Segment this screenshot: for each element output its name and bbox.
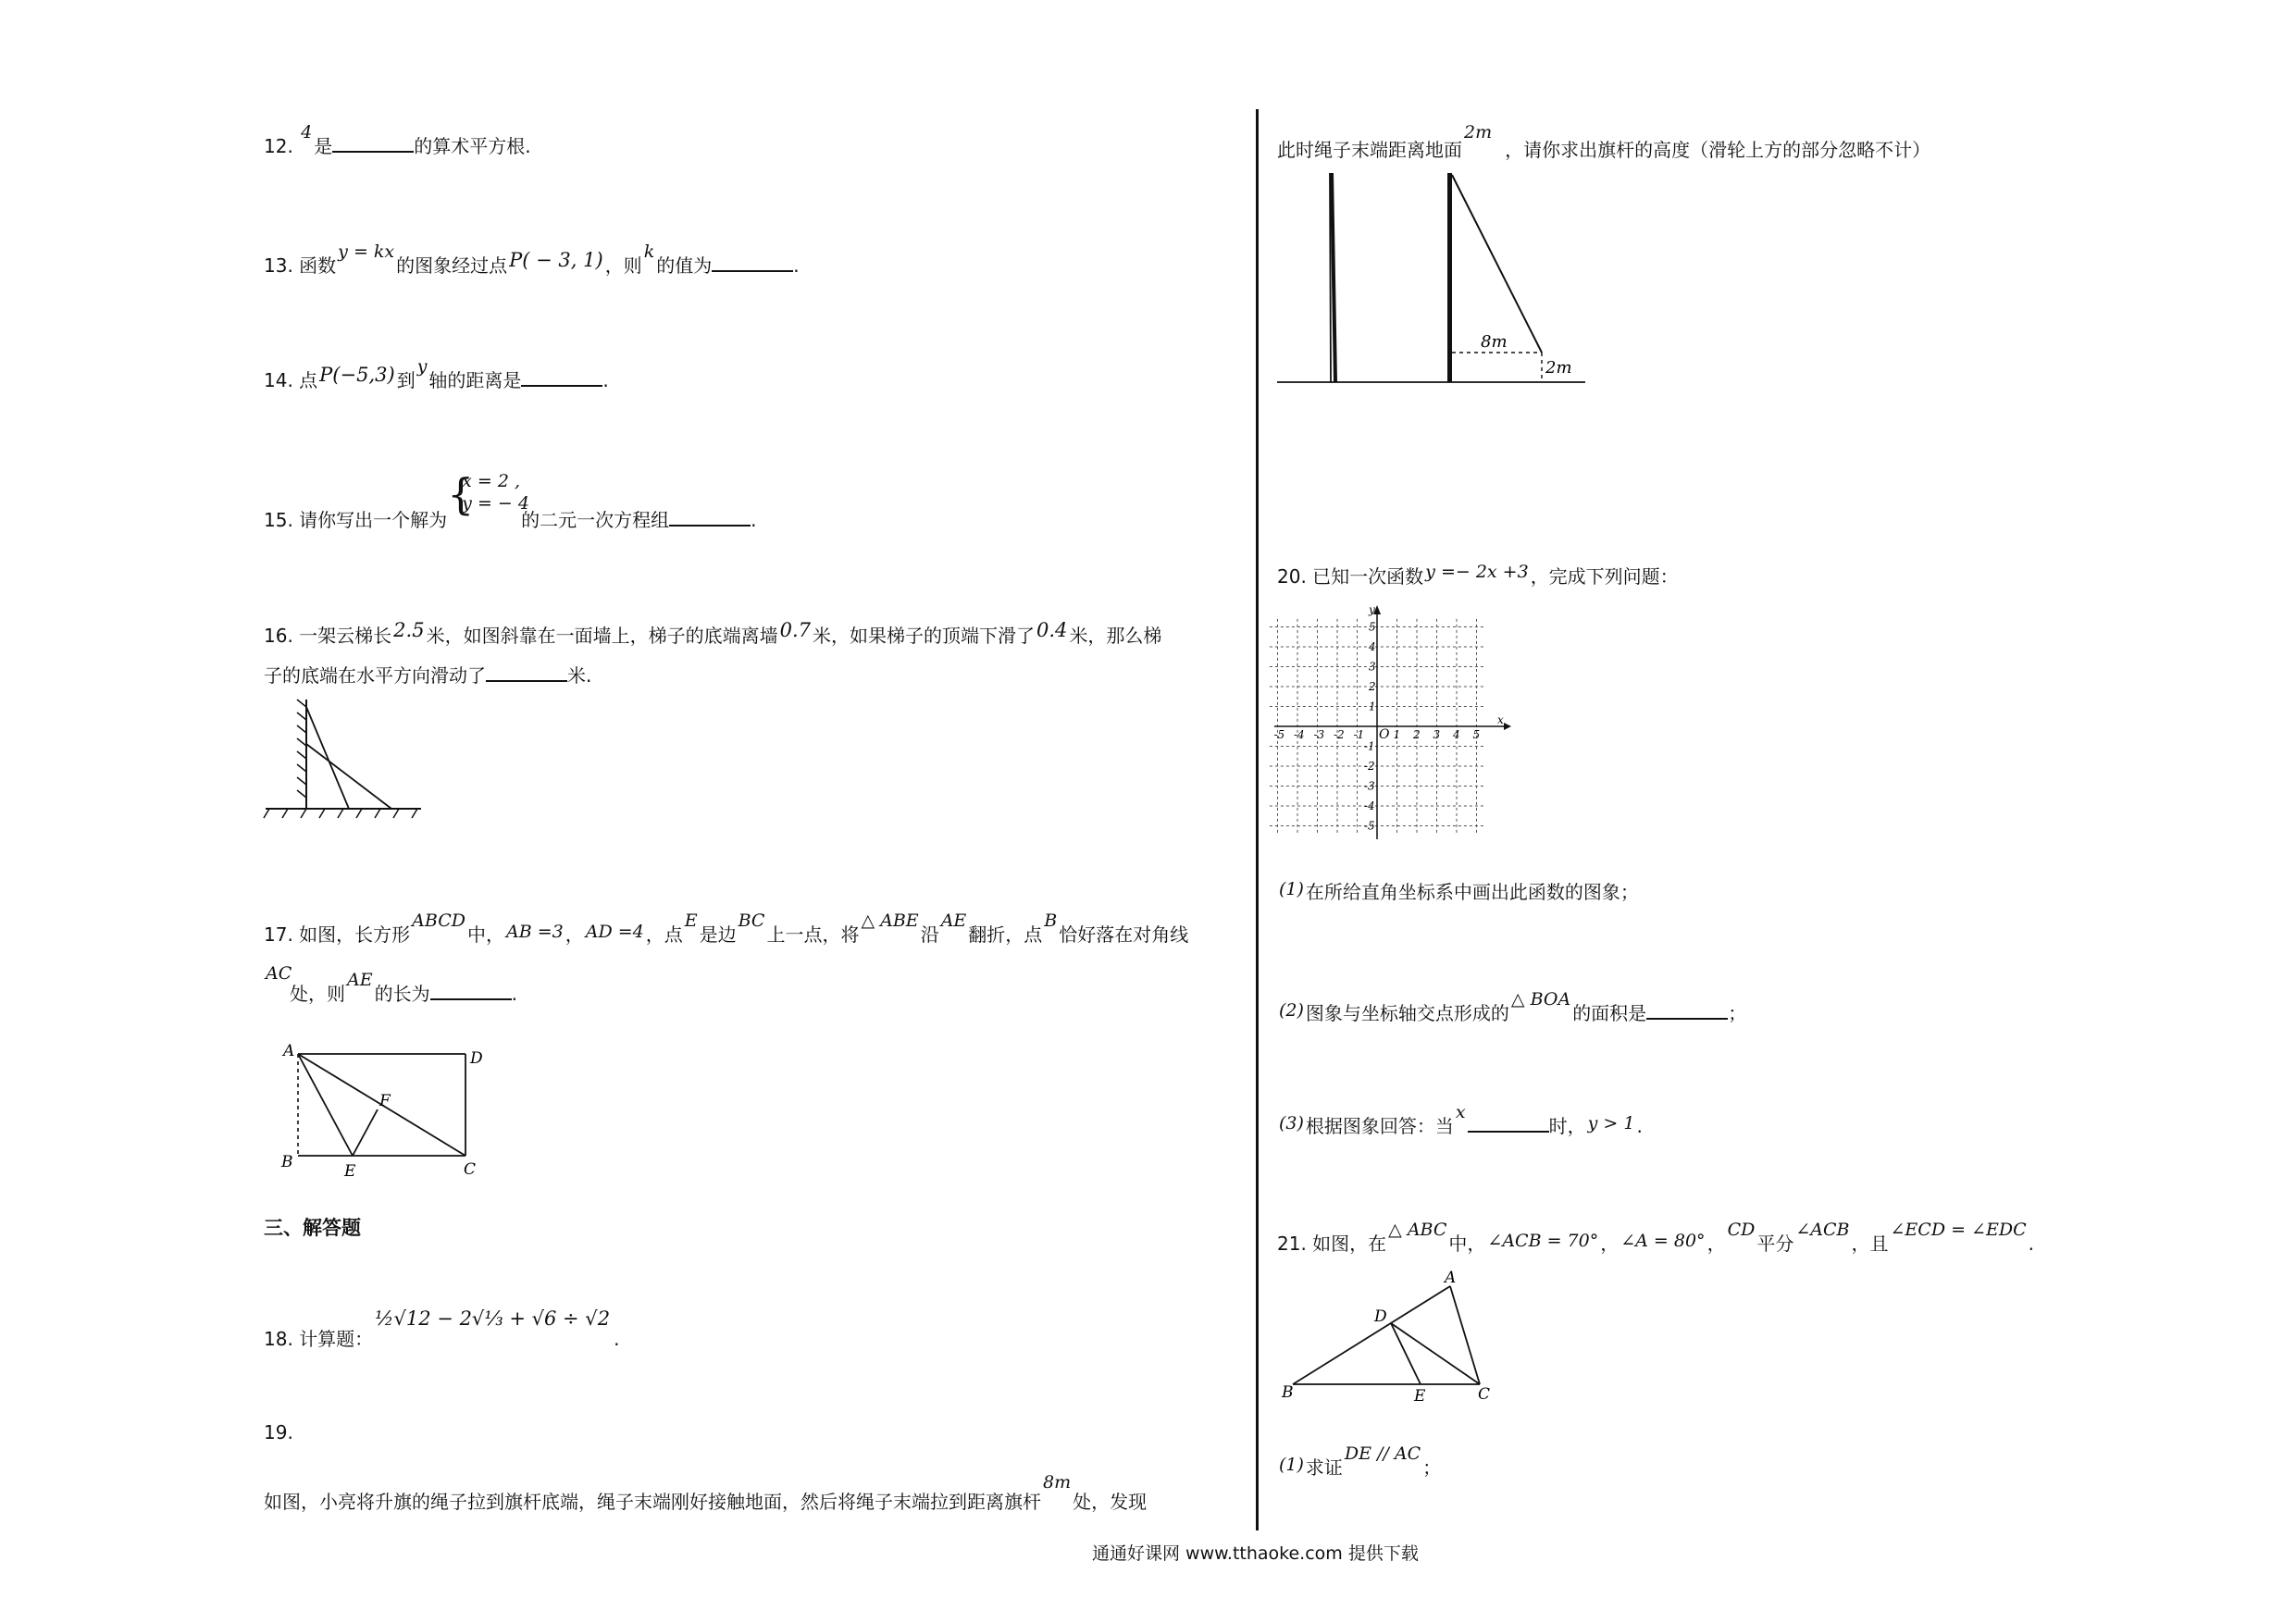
- math-expression: AE: [940, 911, 967, 931]
- point-label-D: D: [1374, 1307, 1387, 1326]
- math-expression: y > 1: [1587, 1113, 1635, 1134]
- question-number: 13.: [264, 254, 293, 277]
- math-expression: AE: [347, 970, 373, 990]
- answer-blank[interactable]: [486, 663, 567, 682]
- question-text: 已知一次函数: [1312, 565, 1424, 588]
- x-tick-label: 5: [1472, 728, 1481, 741]
- question-text: ，且: [1851, 1233, 1889, 1255]
- question-text: 米.: [567, 664, 592, 687]
- question-text: 是: [314, 135, 333, 157]
- math-expression: AC: [266, 963, 292, 984]
- x-tick-label: 2: [1413, 728, 1421, 741]
- rectangle-fold-figure: [276, 1032, 498, 1180]
- question-text: 的面积是: [1572, 1002, 1647, 1024]
- question-text: 中，: [1448, 1233, 1486, 1255]
- point-label-E: E: [344, 1162, 356, 1181]
- question-text: .: [793, 254, 800, 277]
- math-expression: P( − 3, 1): [509, 249, 603, 271]
- question-14: [264, 356, 609, 394]
- question-text: 函数: [299, 254, 337, 277]
- question-text: 时，: [1548, 1115, 1586, 1137]
- x-axis-label: x: [1497, 713, 1504, 726]
- math-expression: y: [416, 356, 428, 377]
- math-expression: 8m: [1043, 1472, 1072, 1493]
- math-expression: 0.7: [779, 619, 811, 641]
- question-text: 在所给直角坐标系中画出此函数的图象；: [1305, 881, 1639, 903]
- question-number: 18.: [264, 1328, 293, 1350]
- question-text: 处，发现: [1073, 1491, 1148, 1513]
- question-text: 的图象经过点: [396, 254, 508, 277]
- origin-label: O: [1379, 727, 1390, 742]
- question-text: 计算题：: [299, 1328, 374, 1350]
- point-label-D: D: [470, 1049, 483, 1068]
- y-tick-label: 4: [1369, 640, 1376, 653]
- question-text: 根据图象回答：当: [1305, 1115, 1454, 1137]
- footer-credit: 通通好课网 www.tthaoke.com 提供下载: [1092, 1543, 1419, 1564]
- question-text: 恰好落在对角线: [1059, 923, 1189, 946]
- question-text: ，则: [604, 254, 642, 277]
- math-expression: P(−5,3): [319, 364, 395, 386]
- question-20: [1277, 564, 1679, 590]
- math-expression: x: [1455, 1102, 1466, 1122]
- question-17-line-2: [264, 963, 517, 1008]
- question-text: 的值为: [656, 254, 713, 277]
- question-text: 平分: [1756, 1233, 1794, 1255]
- math-expression: 0.4: [1036, 619, 1068, 641]
- y-tick-label: -2: [1364, 760, 1375, 773]
- point-label-B: B: [281, 1153, 293, 1171]
- point-label-B: B: [1282, 1383, 1294, 1402]
- question-number: 12.: [264, 135, 293, 157]
- question-text: 此时绳子末端距离地面: [1277, 139, 1462, 161]
- question-text: 一架云梯长: [299, 625, 392, 647]
- math-expression: k: [643, 242, 655, 262]
- triangle-figure: [1282, 1268, 1504, 1406]
- answer-blank[interactable]: [521, 368, 602, 387]
- question-text: 子的底端在水平方向滑动了: [264, 664, 486, 687]
- math-expression: △ BOA: [1510, 989, 1571, 1010]
- question-19-line: [264, 1472, 1148, 1516]
- math-expression: ABCD: [412, 911, 465, 931]
- question-text: 如图，小亮将升旗的绳子拉到旗杆底端，绳子末端刚好接触地面，然后将绳子末端拉到距离旗杆: [264, 1491, 1041, 1513]
- question-text: 是边: [699, 923, 737, 946]
- point-label-F: F: [379, 1092, 391, 1110]
- point-label-A: A: [1445, 1269, 1457, 1287]
- answer-blank[interactable]: [1468, 1114, 1549, 1133]
- flagpole-figure: [1275, 171, 1590, 384]
- question-text: .: [602, 369, 609, 391]
- part-number: (1): [1279, 879, 1304, 899]
- question-20-part-3: [1277, 1102, 1643, 1140]
- x-tick-label: 1: [1393, 728, 1401, 741]
- question-16-line-1: [264, 619, 1162, 649]
- question-13: [264, 242, 800, 279]
- distance-label-8m: 8m: [1481, 332, 1508, 352]
- question-text: ；: [1422, 1456, 1442, 1479]
- question-text: 中，: [466, 923, 504, 946]
- question-text: .: [511, 983, 517, 1005]
- math-expression: ∠ACB: [1795, 1220, 1850, 1240]
- math-expression: ∠A = 80°: [1620, 1231, 1706, 1251]
- x-tick-label: -4: [1294, 728, 1305, 741]
- answer-blank[interactable]: [1646, 1001, 1728, 1020]
- question-text: 如图，在: [1312, 1233, 1387, 1255]
- question-text: 图象与坐标轴交点形成的: [1305, 1002, 1509, 1024]
- y-tick-label: 3: [1369, 660, 1376, 674]
- x-tick-label: 3: [1433, 728, 1441, 741]
- question-number: 21.: [1277, 1233, 1307, 1255]
- math-expression: 2m: [1464, 122, 1493, 142]
- math-expression: 2.5: [393, 619, 425, 641]
- system-equation-1: x = 2 ,: [462, 471, 521, 491]
- question-text: .: [2028, 1233, 2034, 1255]
- x-tick-label: 4: [1453, 728, 1460, 741]
- question-text: 的长为: [374, 983, 430, 1005]
- math-expression: 4: [301, 122, 313, 142]
- question-text: 的二元一次方程组: [521, 509, 670, 531]
- point-label-C: C: [464, 1160, 477, 1179]
- question-text: 沿: [920, 923, 939, 946]
- question-21: [1277, 1220, 2034, 1258]
- question-text: .: [614, 1328, 620, 1350]
- question-text: 如图，长方形: [299, 923, 411, 946]
- question-number: 15.: [264, 509, 293, 531]
- ladder-figure: [264, 696, 426, 825]
- coordinate-grid: [1272, 603, 1513, 844]
- question-text: 翻折，点: [968, 923, 1043, 946]
- answer-blank[interactable]: [430, 982, 512, 1000]
- height-label-2m: 2m: [1545, 358, 1572, 378]
- question-text: 上一点，将: [766, 923, 860, 946]
- question-20-part-2: [1277, 989, 1747, 1027]
- question-text: 米，如果梯子的顶端下滑了: [812, 625, 1035, 647]
- question-20-part-1: [1277, 879, 1639, 906]
- y-tick-label: -1: [1364, 739, 1375, 753]
- question-number: 17.: [264, 923, 293, 946]
- y-tick-label: -3: [1364, 779, 1375, 793]
- question-text: 请你写出一个解为: [299, 509, 448, 531]
- question-text: 求证: [1305, 1456, 1343, 1479]
- answer-blank[interactable]: [669, 508, 751, 527]
- question-19-number: 19.: [264, 1421, 293, 1443]
- question-text: .: [751, 509, 757, 531]
- math-expression: B: [1044, 911, 1058, 931]
- question-text: ，点: [645, 923, 683, 946]
- math-expression: ∠ACB = 70°: [1487, 1231, 1599, 1251]
- point-label-E: E: [1414, 1387, 1426, 1406]
- y-tick-label: 5: [1369, 620, 1376, 634]
- y-tick-label: 1: [1369, 700, 1376, 713]
- question-16-line-2: [264, 663, 591, 688]
- x-tick-label: -5: [1273, 728, 1285, 741]
- question-text: ，完成下列问题：: [1530, 565, 1679, 588]
- question-text: 的算术平方根.: [414, 135, 531, 157]
- part-number: (3): [1279, 1113, 1304, 1134]
- y-tick-label: 2: [1369, 680, 1376, 693]
- question-text: ，: [1600, 1233, 1620, 1255]
- question-text: 轴的距离是: [428, 369, 522, 391]
- question-text: ，: [1706, 1233, 1726, 1255]
- section-heading: 三、解答题: [264, 1217, 361, 1239]
- answer-blank[interactable]: [712, 254, 793, 272]
- question-17-line-1: [264, 911, 1189, 948]
- equation-system: [447, 469, 529, 533]
- system-equation-2: y = − 4: [462, 493, 529, 514]
- answer-blank[interactable]: [332, 134, 414, 153]
- math-expression: ∠ECD = ∠EDC: [1890, 1220, 2027, 1240]
- math-expression: △ ABC: [1388, 1220, 1447, 1240]
- part-number: (1): [1279, 1455, 1304, 1475]
- math-expression: E: [684, 911, 698, 931]
- question-text: 米，那么梯: [1069, 625, 1162, 647]
- y-tick-label: -4: [1364, 799, 1375, 812]
- x-tick-label: -3: [1313, 728, 1325, 741]
- question-number: 20.: [1277, 565, 1307, 588]
- question-21-part-1: [1277, 1443, 1442, 1481]
- math-expression: ½√12 − 2√⅓ + √6 ÷ √2: [375, 1307, 611, 1330]
- question-text: ，请你求出旗杆的高度（滑轮上方的部分忽略不计）: [1505, 139, 1931, 161]
- point-label-C: C: [1478, 1385, 1491, 1404]
- math-expression: CD: [1727, 1220, 1756, 1240]
- math-expression: △ ABE: [861, 911, 919, 931]
- question-12: [264, 122, 531, 160]
- y-tick-label: -5: [1364, 819, 1375, 833]
- question-text: ；: [1728, 1002, 1747, 1024]
- math-expression: AD =4: [585, 922, 644, 942]
- y-axis-label: y: [1369, 603, 1375, 616]
- question-number: 16.: [264, 625, 293, 647]
- question-text: ，: [565, 923, 584, 946]
- math-expression: BC: [738, 911, 765, 931]
- math-expression: y = kx: [338, 242, 395, 262]
- column-divider: [1256, 109, 1259, 1530]
- question-18: [264, 1307, 620, 1352]
- math-expression: y =− 2x +3: [1425, 562, 1529, 582]
- question-text: 点: [299, 369, 318, 391]
- x-tick-label: -1: [1353, 728, 1365, 741]
- question-text: .: [1636, 1115, 1643, 1137]
- question-number: 14.: [264, 369, 293, 391]
- question-15: [264, 469, 757, 533]
- math-expression: DE // AC: [1344, 1443, 1421, 1464]
- part-number: (2): [1279, 1000, 1304, 1021]
- point-label-A: A: [283, 1042, 295, 1060]
- question-text: 到: [396, 369, 416, 391]
- question-19-continued: [1277, 122, 1931, 164]
- question-text: 处，则: [290, 983, 345, 1005]
- x-tick-label: -2: [1334, 728, 1345, 741]
- question-text: 米，如图斜靠在一面墙上，梯子的底端离墙: [426, 625, 778, 647]
- brace: {: [447, 469, 475, 519]
- math-expression: AB =3: [505, 922, 564, 942]
